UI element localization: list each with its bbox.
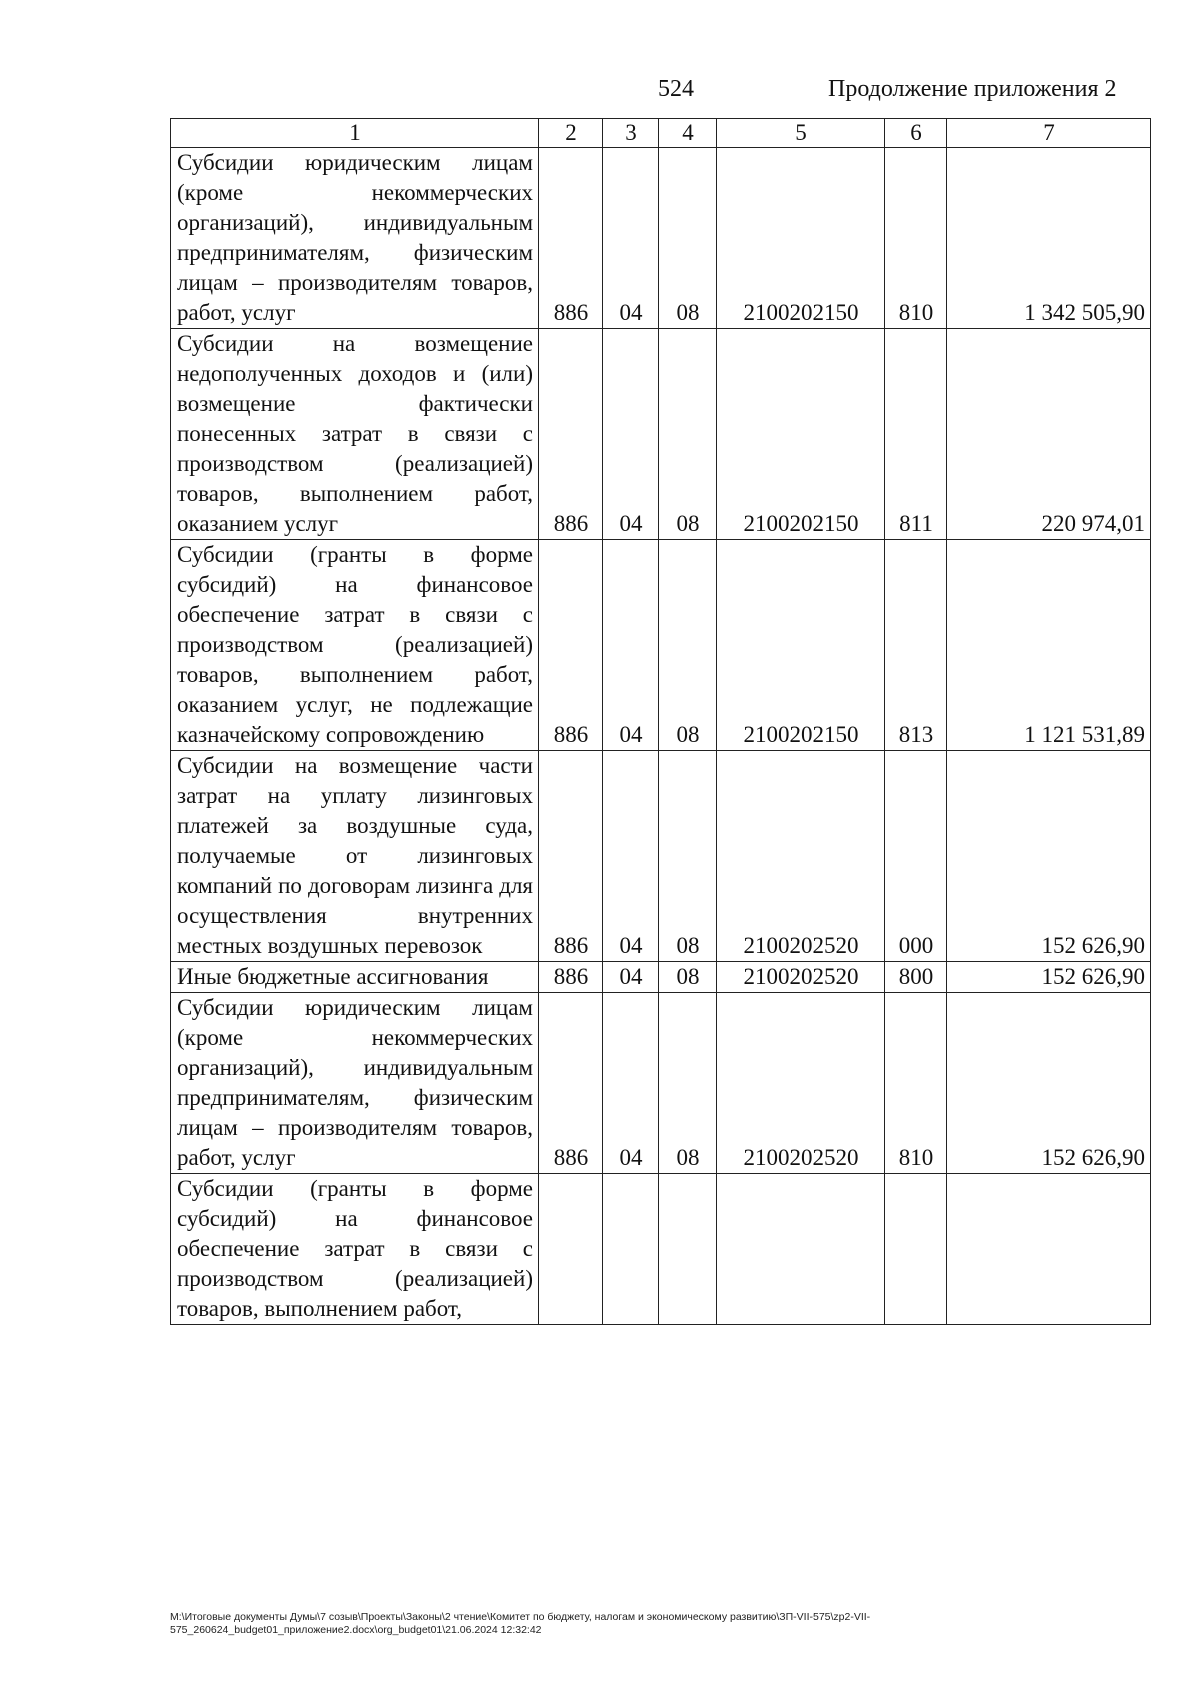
target-article-code: 2100202150 xyxy=(717,540,885,751)
section-code: 04 xyxy=(603,148,659,329)
expense-type-code xyxy=(885,1174,947,1325)
document-path-footer: M:\Итоговые документы Думы\7 созыв\Проекты\Законы\2 чтение\Комитет по бюджету, налогам и экономическому развитию\ЗП-VII-575\zp2-VII-575_260624_budget01_приложение2.docx\org_budget01\21.06.2024 12:32:42 xyxy=(170,1611,871,1636)
ministry-code: 886 xyxy=(539,148,603,329)
subsection-code xyxy=(659,1174,717,1325)
table-row xyxy=(171,1174,1151,1325)
table-row xyxy=(171,148,1151,329)
section-code: 04 xyxy=(603,540,659,751)
column-header: 6 xyxy=(885,119,947,148)
column-header: 7 xyxy=(947,119,1151,148)
section-code: 04 xyxy=(603,329,659,540)
row-description: Субсидии юридическим лицам (кроме некоммерческих организаций), индивидуальным предпринимателям, физическим лицам – производителям товаров, работ, услуг xyxy=(171,993,539,1174)
table-row xyxy=(171,751,1151,962)
amount: 1 342 505,90 xyxy=(947,148,1151,329)
table-row xyxy=(171,329,1151,540)
table-row xyxy=(171,993,1151,1174)
expense-type-code: 811 xyxy=(885,329,947,540)
amount: 220 974,01 xyxy=(947,329,1151,540)
target-article-code: 2100202150 xyxy=(717,329,885,540)
ministry-code: 886 xyxy=(539,540,603,751)
table-row xyxy=(171,962,1151,993)
table-row xyxy=(171,540,1151,751)
ministry-code: 886 xyxy=(539,329,603,540)
target-article-code: 2100202520 xyxy=(717,751,885,962)
row-description: Субсидии на возмещение части затрат на уплату лизинговых платежей за воздушные суда, получаемые от лизинговых компаний по договорам лизинга для осуществления внутренних местных воздушных перевозок xyxy=(171,751,539,962)
target-article-code: 2100202150 xyxy=(717,148,885,329)
column-header: 4 xyxy=(659,119,717,148)
ministry-code: 886 xyxy=(539,751,603,962)
row-description: Субсидии (гранты в форме субсидий) на финансовое обеспечение затрат в связи с производством (реализацией) товаров, выполнением работ, xyxy=(171,1174,539,1325)
expense-type-code: 810 xyxy=(885,993,947,1174)
row-description: Субсидии на возмещение недополученных доходов и (или) возмещение фактически понесенных затрат в связи с производством (реализацией) товаров, выполнением работ, оказанием услуг xyxy=(171,329,539,540)
target-article-code: 2100202520 xyxy=(717,962,885,993)
row-description: Субсидии юридическим лицам (кроме некоммерческих организаций), индивидуальным предпринимателям, физическим лицам – производителям товаров, работ, услуг xyxy=(171,148,539,329)
section-code: 04 xyxy=(603,962,659,993)
row-description: Субсидии (гранты в форме субсидий) на финансовое обеспечение затрат в связи с производством (реализацией) товаров, выполнением работ, оказанием услуг, не подлежащие казначейскому сопровождению xyxy=(171,540,539,751)
table-header-row xyxy=(171,119,1151,148)
amount: 152 626,90 xyxy=(947,751,1151,962)
subsection-code: 08 xyxy=(659,993,717,1174)
column-header: 2 xyxy=(539,119,603,148)
target-article-code xyxy=(717,1174,885,1325)
section-code xyxy=(603,1174,659,1325)
subsection-code: 08 xyxy=(659,751,717,962)
ministry-code: 886 xyxy=(539,962,603,993)
subsection-code: 08 xyxy=(659,962,717,993)
column-header: 5 xyxy=(717,119,885,148)
target-article-code: 2100202520 xyxy=(717,993,885,1174)
section-code: 04 xyxy=(603,993,659,1174)
column-header: 1 xyxy=(171,119,539,148)
expense-type-code: 810 xyxy=(885,148,947,329)
expense-type-code: 000 xyxy=(885,751,947,962)
section-code: 04 xyxy=(603,751,659,962)
expense-type-code: 813 xyxy=(885,540,947,751)
budget-table xyxy=(170,118,1151,1325)
column-header: 3 xyxy=(603,119,659,148)
subsection-code: 08 xyxy=(659,148,717,329)
amount xyxy=(947,1174,1151,1325)
subsection-code: 08 xyxy=(659,329,717,540)
expense-type-code: 800 xyxy=(885,962,947,993)
continuation-note: Продолжение приложения 2 xyxy=(828,76,1117,102)
ministry-code: 886 xyxy=(539,993,603,1174)
amount: 152 626,90 xyxy=(947,993,1151,1174)
row-description: Иные бюджетные ассигнования xyxy=(171,962,539,993)
ministry-code xyxy=(539,1174,603,1325)
amount: 152 626,90 xyxy=(947,962,1151,993)
page-number: 524 xyxy=(658,76,694,102)
subsection-code: 08 xyxy=(659,540,717,751)
amount: 1 121 531,89 xyxy=(947,540,1151,751)
